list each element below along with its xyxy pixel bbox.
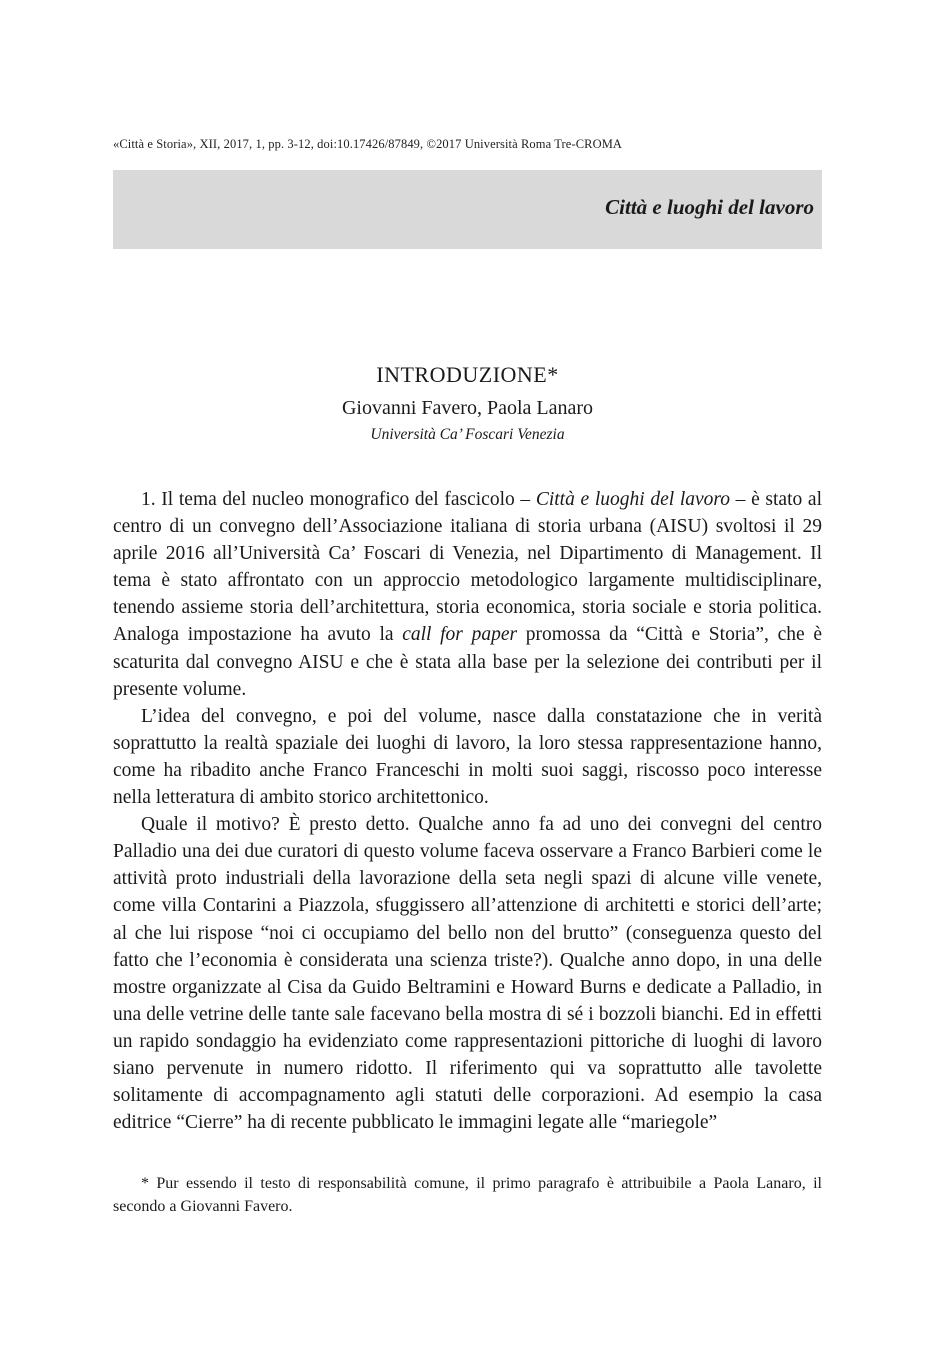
article-authors: Giovanni Favero, Paola Lanaro (341, 397, 594, 419)
section-title: Città e luoghi del lavoro (605, 195, 814, 219)
author-affiliation: Università Ca’ Foscari Venezia (370, 426, 565, 443)
p1-text-e: promossa da “Città e Storia”, che è scaturita dal convegno AISU e che è stata alla base per la selezione dei contributi per il presente volume. (113, 624, 822, 700)
footnote (113, 1172, 822, 1218)
article-body (113, 486, 822, 1136)
paragraph-3: Quale il motivo? È presto detto. Qualche anno fa ad uno dei convegni del centro Palladio una dei due curatori di questo volume faceva osservare a Franco Barbieri come le attività proto industriali della lavorazione della seta negli spazi di alcune ville venete, come villa Contarini a Piazzola, sfuggissero all’attenzione di architetti e storici dell’arte; al che lui rispose “noi ci occupiamo del bello non del brutto” (conseguenza questo del fatto che l’economia è considerata una scienza triste?). Qualche anno dopo, in una delle mostre organizzate al Cisa da Guido Beltramini e Howard Burns e dedicate a Palladio, in una delle vetrine delle tante sale facevano bella mostra di sé i bozzoli bianchi. Ed in effetti un rapido sondaggio ha evidenziato come rappresentazioni pittoriche di luoghi di lavoro siano pervenute in numero ridotto. Il riferimento qui va soprattutto alle tavolette solitamente di accompagnamento agli statuti delle corporazioni. Ad esempio la casa editrice “Cierre” ha di recente pubblicato le immagini legate alle “mariegole” (113, 814, 822, 1134)
p1-text-c: – è stato al centro di un convegno dell’Associazione italiana di storia urbana (AISU) svoltosi il 29 aprile 2016 all’Università Ca’ Foscari di Venezia, nel Dipartimento di Management. Il tema è stato affrontato con un approccio metodologico largamente multidisciplinare, tenendo assieme storia dell’architettura, storia economica, storia sociale e storia politica. Analoga impostazione ha avuto la (113, 489, 822, 646)
article-title: INTRODUZIONE* (376, 362, 559, 387)
p1-text-a: 1. Il tema del nucleo monografico del fascicolo – (141, 489, 536, 510)
paragraph-1 (113, 486, 822, 703)
journal-citation: «Città e Storia», XII, 2017, 1, pp. 3-12, doi:10.17426/87849, ©2017 Università Roma Tre-CROMA (113, 137, 623, 151)
footnote-text: * Pur essendo il testo di responsabilità comune, il primo paragrafo è attribuibile a Paola Lanaro, il secondo a Giovanni Favero. (113, 1175, 822, 1215)
p1-italic-call-for-paper: call for paper (402, 624, 518, 646)
p1-italic-title: Città e luoghi del lavoro (535, 489, 731, 510)
paragraph-2: L’idea del convegno, e poi del volume, nasce dalla constatazione che in verità soprattutto la realtà spaziale dei luoghi di lavoro, la loro stessa rappresentazione hanno, come ha ribadito anche Franco Franceschi in molti suoi saggi, riscosso poco interesse nella letteratura di ambito storico architettonico. (113, 705, 822, 809)
section-header-band (113, 170, 822, 249)
